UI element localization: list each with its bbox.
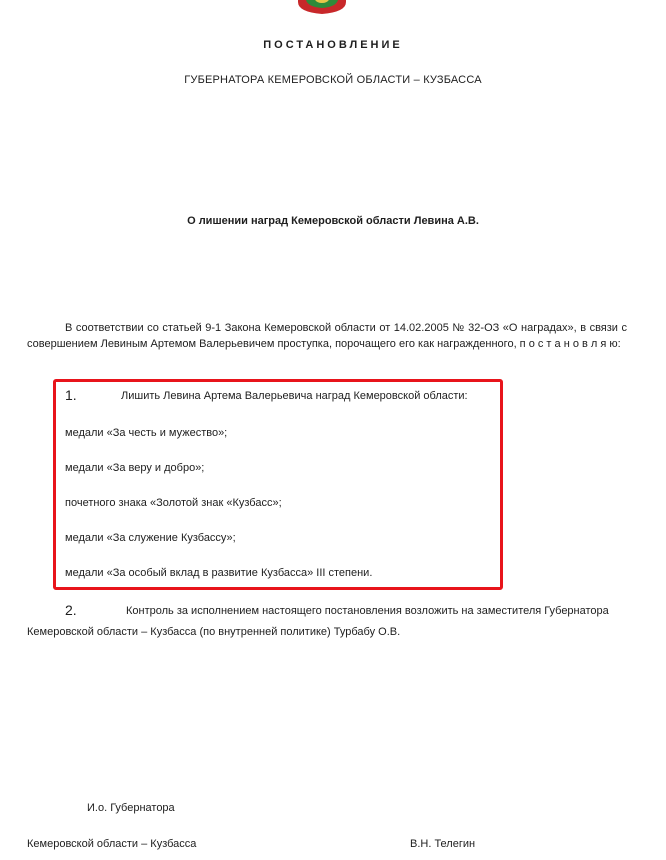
item-2-number: 2. <box>65 602 77 618</box>
preamble-paragraph: В соответствии со статьей 9-1 Закона Кемеровской области от 14.02.2005 № 32-ОЗ «О наградах», в связи с совершением Левиным Артемом Валерьевичем проступка, порочащего его как награжденного, п о с т а н о в л я ю: <box>27 322 627 350</box>
signature-region: Кемеровской области – Кузбасса <box>27 838 197 850</box>
award-line: медали «За служение Кузбассу»; <box>65 532 236 544</box>
award-line: почетного знака «Золотой знак «Кузбасс»; <box>65 497 282 509</box>
item-2-text-line1: Контроль за исполнением настоящего постановления возложить на заместителя Губернатора <box>126 605 609 617</box>
signature-position: И.о. Губернатора <box>87 802 175 814</box>
award-line: медали «За особый вклад в развитие Кузбасса» III степени. <box>65 567 373 579</box>
highlight-box <box>53 379 503 590</box>
coat-of-arms-icon <box>296 0 348 14</box>
award-line: медали «За честь и мужество»; <box>65 427 228 439</box>
document-type-title: ПОСТАНОВЛЕНИЕ <box>263 39 403 51</box>
signatory-name: В.Н. Телегин <box>410 838 476 850</box>
item-2-text-line2: Кемеровской области – Кузбасса (по внутренней политике) Турбабу О.В. <box>27 626 401 638</box>
item-1-number: 1. <box>65 387 77 403</box>
document-heading: О лишении наград Кемеровской области Левина А.В. <box>187 215 479 227</box>
item-1-text: Лишить Левина Артема Валерьевича наград Кемеровской области: <box>121 390 468 402</box>
award-line: медали «За веру и добро»; <box>65 462 205 474</box>
issuer-subtitle: ГУБЕРНАТОРА КЕМЕРОВСКОЙ ОБЛАСТИ – КУЗБАССА <box>184 74 482 86</box>
